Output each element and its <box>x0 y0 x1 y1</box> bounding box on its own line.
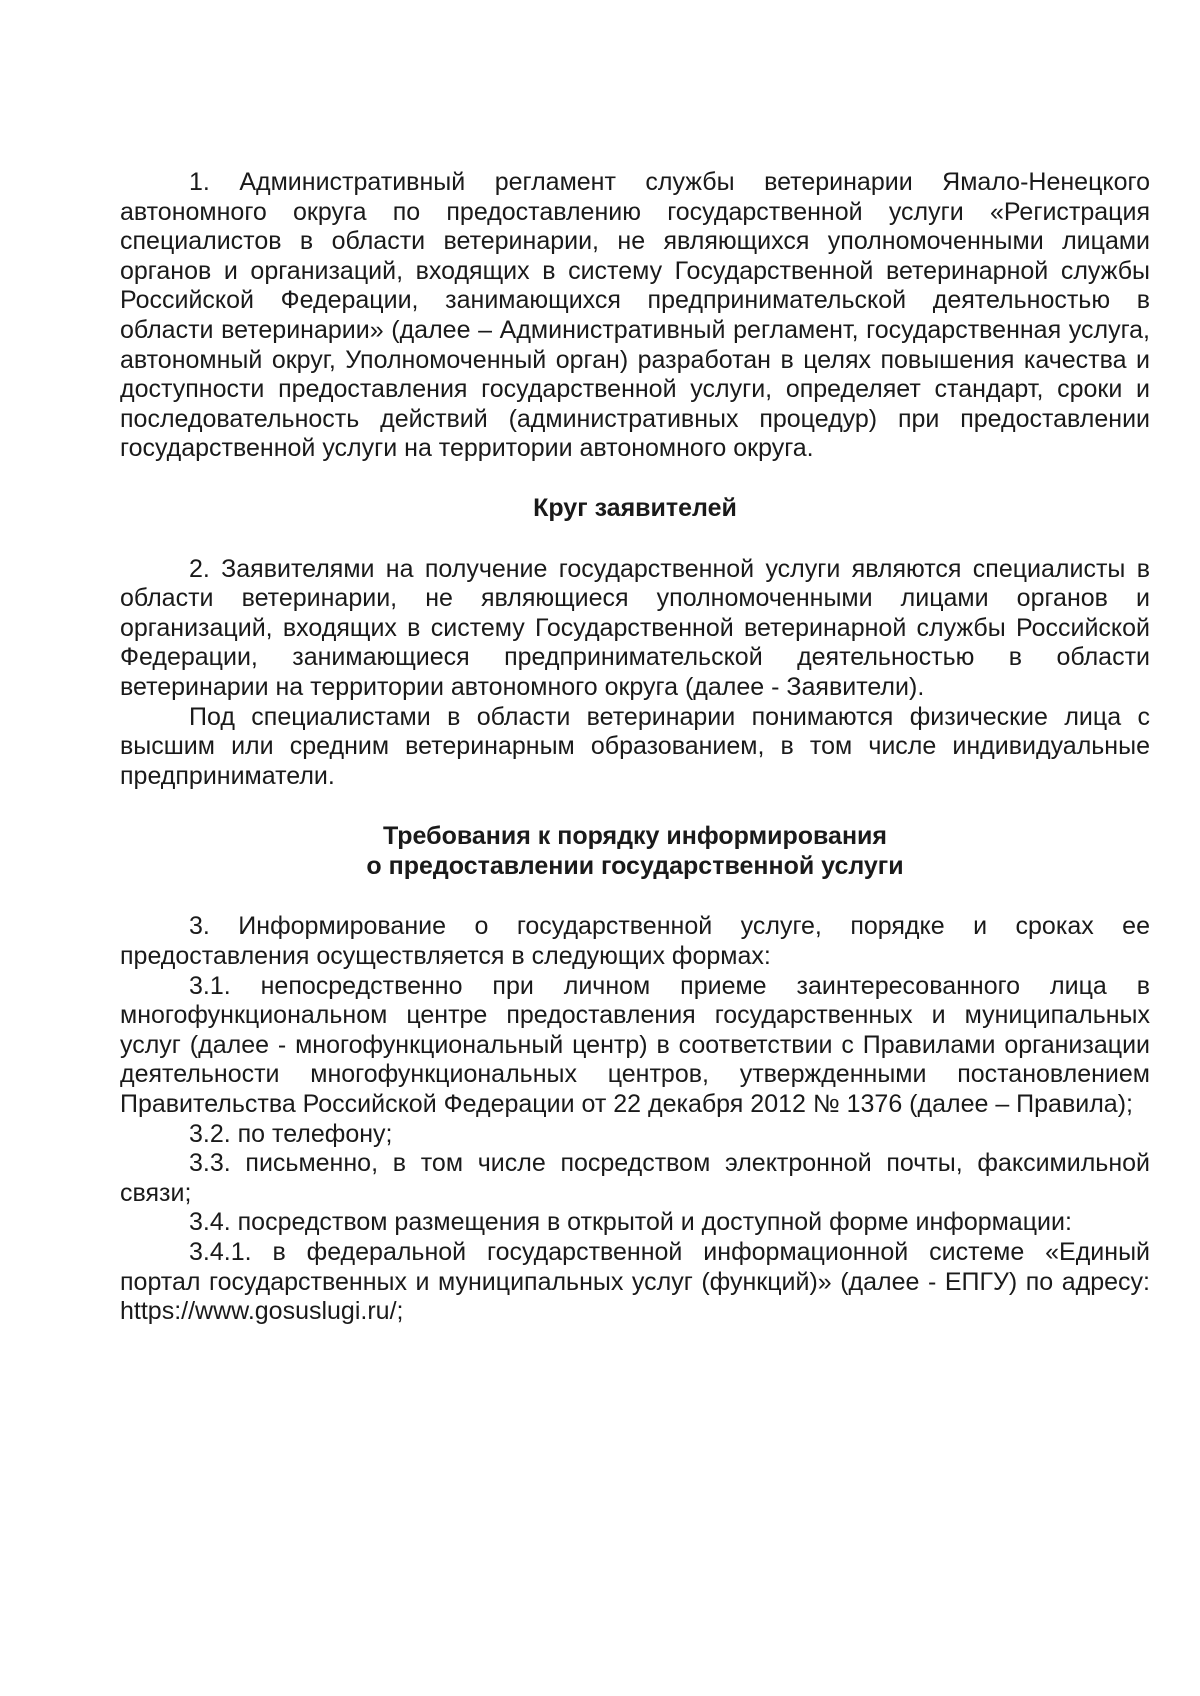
paragraph-1: 1. Административный регламент службы ветеринарии Ямало-Ненецкого автономного округа по предоставлению государственной услуги «Регистрация специалистов в области ветеринарии, не являющихся уполномоченными лицами органов и организаций, входящих в систему Государственной ветеринарной службы Российской Федерации, занимающихся предпринимательской деятельностью в области ветеринарии» (далее – Административный регламент, государственная услуга, автономный округ, Уполномоченный орган) разработан в целях повышения качества и доступности предоставления государственной услуги, определяет стандарт, сроки и последовательность действий (административных процедур) при предоставлении государственной услуги на территории автономного округа. <box>120 168 1150 463</box>
paragraph-3: Под специалистами в области ветеринарии понимаются физические лица с высшим или средним ветеринарным образованием, в том числе индивидуальные предприниматели. <box>120 702 1150 790</box>
paragraph-6: 3.2. по телефону; <box>189 1119 393 1148</box>
spacer <box>120 791 1150 822</box>
section-heading-information-line-2: о предоставлении государственной услуги <box>366 851 904 880</box>
paragraph-9: 3.4.1. в федеральной государственной информационной системе «Единый портал государственных и муниципальных услуг (функций)» (далее - ЕПГУ) по адресу: https://www.gosuslugi.ru/; <box>120 1238 1150 1326</box>
document-body <box>120 168 1150 1327</box>
section-heading-applicants: Круг заявителей <box>533 493 737 522</box>
paragraph-2: 2. Заявителями на получение государственной услуги являются специалисты в области ветеринарии, не являющиеся уполномоченными лицами органов и организаций, входящих в систему Государственной ветеринарной службы Российской Федерации, занимающиеся предпринимательской деятельностью в области ветеринарии на территории автономного округа (далее - Заявители). <box>120 554 1150 701</box>
spacer <box>120 881 1150 912</box>
spacer <box>120 524 1150 555</box>
section-heading-information-line-1: Требования к порядку информирования <box>382 822 888 851</box>
paragraph-8: 3.4. посредством размещения в открытой и доступной форме информации: <box>189 1208 1072 1237</box>
paragraph-4: 3. Информирование о государственной услуге, порядке и сроках ее предоставления осуществляется в следующих формах: <box>120 912 1150 971</box>
paragraph-5: 3.1. непосредственно при личном приеме заинтересованного лица в многофункциональном центре предоставления государственных и муниципальных услуг (далее - многофункциональный центр) в соответствии с Правилами организации деятельности многофункциональных центров, утвержденными постановлением Правительства Российской Федерации от 22 декабря 2012 № 1376 (далее – Правила); <box>120 971 1150 1119</box>
spacer <box>120 464 1150 494</box>
paragraph-7: 3.3. письменно, в том числе посредством электронной почты, факсимильной связи; <box>120 1149 1150 1207</box>
